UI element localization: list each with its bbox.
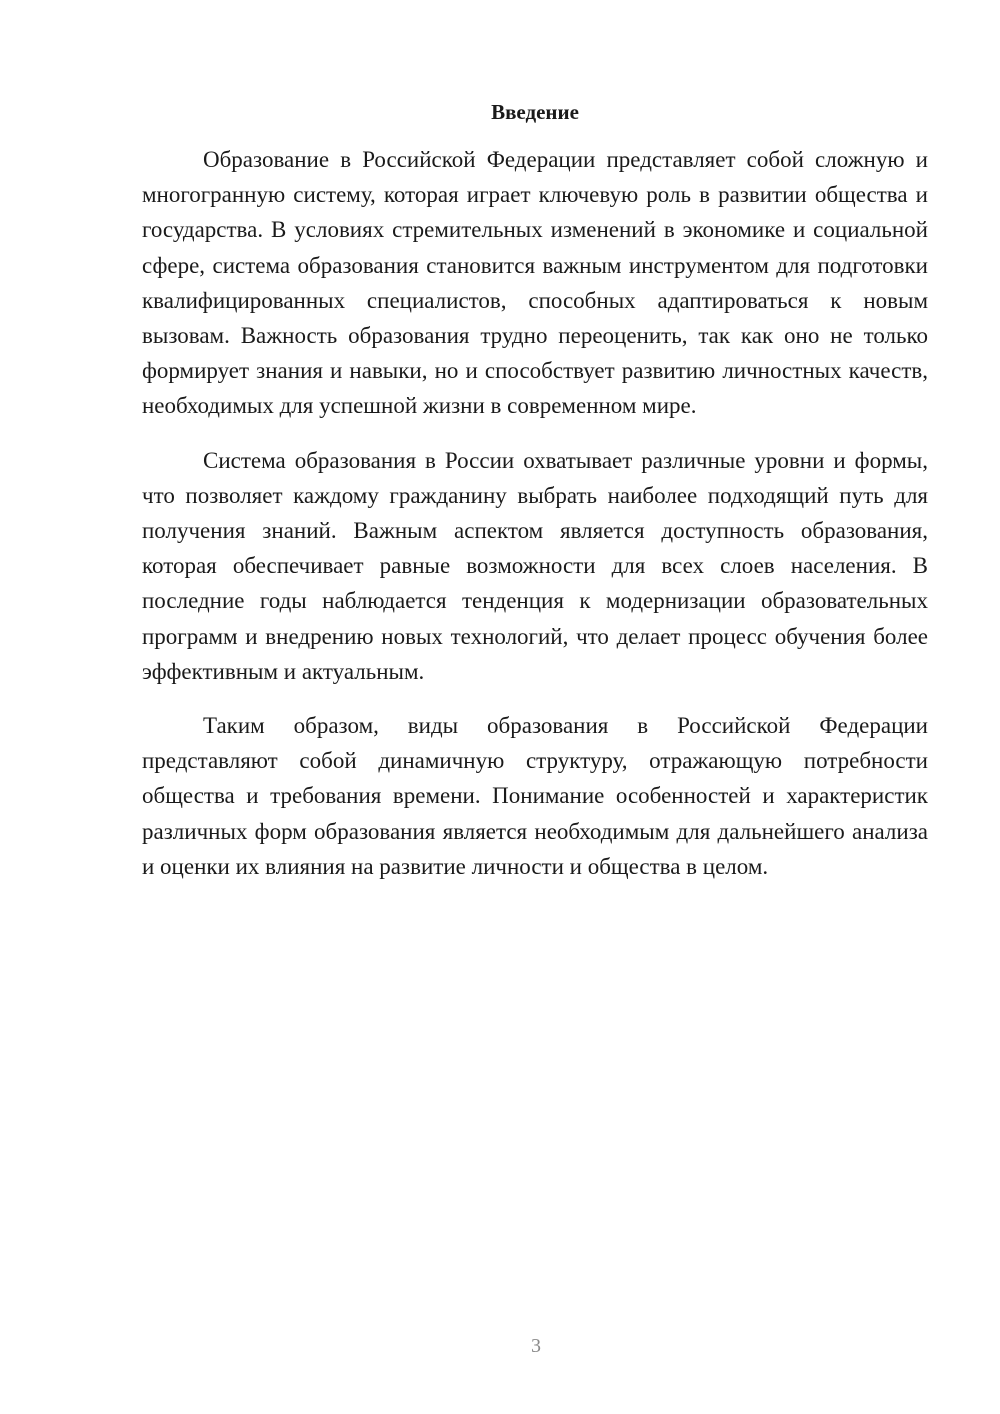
paragraph-2: Система образования в России охватывает различные уровни и формы, что позволяет каждому гражданину выбрать наиболее подходящий путь для получения знаний. Важным аспектом является доступность образования, которая обеспечивает равные возможности для всех слоев населения. В последние годы наблюдается тенденция к модернизации образовательных программ и внедрению новых технологий, что делает процесс обучения более эффективным и актуальным. — [142, 447, 928, 684]
paragraph-3: Таким образом, виды образования в Российской Федерации представляют собой динамичную структуру, отражающую потребности общества и требования времени. Понимание особенностей и характеристик различных форм образования является необходимым для дальнейшего анализа и оценки их влияния на развитие личности и общества в целом. — [142, 713, 928, 879]
body-text — [142, 142, 928, 884]
paragraph-1: Образование в Российской Федерации представляет собой сложную и многогранную систему, которая играет ключевую роль в развитии общества и государства. В условиях стремительных изменений в экономике и социальной сфере, система образования становится важным инструментом для подготовки квалифицированных специалистов, способных адаптироваться к новым вызовам. Важность образования трудно переоценить, так как оно не только формирует знания и навыки, но и способствует развитию личностных качеств, необходимых для успешной жизни в современном мире. — [142, 147, 928, 419]
page-number: 3 — [531, 1335, 541, 1357]
section-heading: Введение — [491, 100, 579, 124]
